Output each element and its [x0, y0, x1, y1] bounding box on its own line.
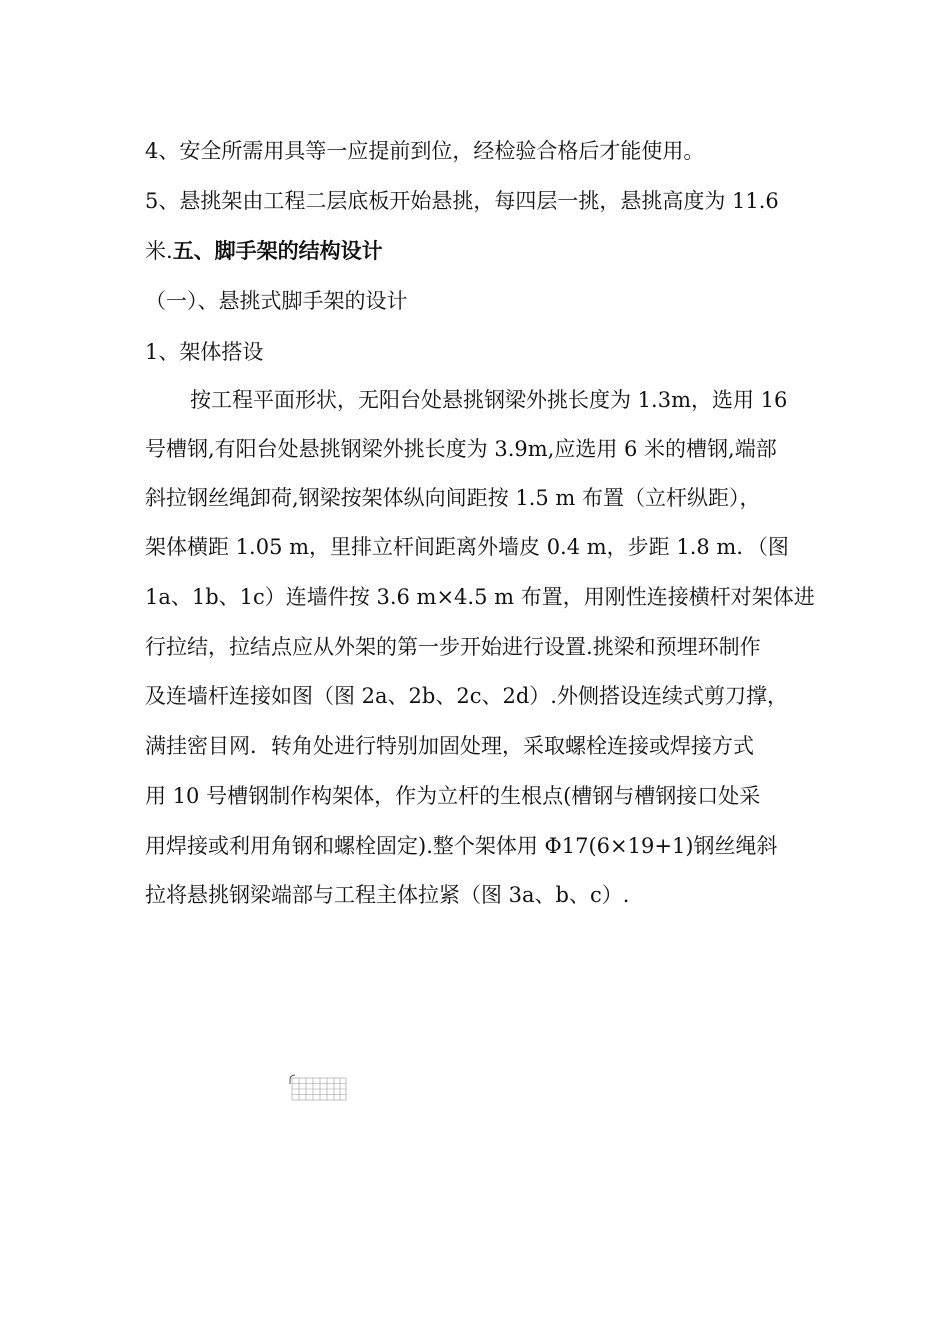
paragraph-line: 行拉结，拉结点应从外架的第一步开始进行设置.挑梁和预埋环制作	[145, 635, 761, 659]
paragraph-line: 号槽钢,有阳台处悬挑钢梁外挑长度为 3.9m,应选用 6 米的槽钢,端部	[145, 437, 777, 461]
grid-figure-thumbnail	[288, 1074, 348, 1104]
paragraph-line: 拉将悬挑钢梁端部与工程主体拉紧（图 3a、b、c）.	[145, 883, 630, 907]
section-heading: 五、脚手架的结构设计	[172, 238, 383, 263]
paragraph-line: 按工程平面形状，无阳台处悬挑钢梁外挑长度为 1.3m，选用 16	[190, 388, 788, 412]
list-item-5-tail: 米.	[145, 239, 173, 263]
list-item-4: 4、安全所需用具等一应提前到位，经检验合格后才能使用。	[145, 139, 705, 163]
paragraph-line: 满挂密目网．转角处进行特别加固处理，采取螺栓连接或焊接方式	[145, 734, 754, 758]
paragraph-line: 架体横距 1.05 m，里排立杆间距离外墙皮 0.4 m，步距 1.8 m．（图	[145, 535, 789, 559]
paragraph-line: 用 10 号槽钢制作构架体，作为立杆的生根点(槽钢与槽钢接口处采	[145, 784, 761, 808]
paragraph-line: 斜拉钢丝绳卸荷,钢梁按架体纵向间距按 1.5 m 布置（立杆纵距），	[145, 486, 761, 510]
list-item-5-continuation	[145, 236, 383, 266]
item-heading: 1、架体搭设	[145, 340, 264, 364]
subsection-heading: （一）、悬挑式脚手架的设计	[145, 289, 408, 313]
paragraph-line: 用焊接或利用角钢和螺栓固定).整个架体用 Φ17(6×19+1)钢丝绳斜	[145, 834, 778, 858]
paragraph-line: 及连墙杆连接如图（图 2a、2b、2c、2d）.外侧搭设连续式剪刀撑，	[145, 684, 788, 708]
list-item-5: 5、悬挑架由工程二层底板开始悬挑，每四层一挑，悬挑高度为 11.6	[145, 189, 779, 213]
paragraph-line: 1a、1b、1c）连墙件按 3.6 m×4.5 m 布置，用刚性连接横杆对架体进	[145, 585, 815, 609]
